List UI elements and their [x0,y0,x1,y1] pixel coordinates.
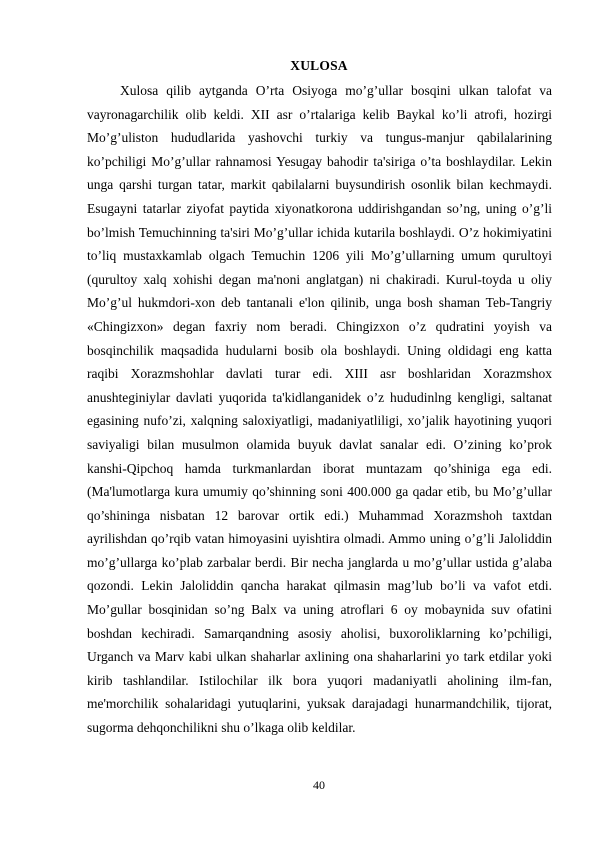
body-paragraph: Xulosa qilib aytganda O’rta Osiyoga mo’g’ullar bosqini ulkan talofat va vayronagarchilik olib keldi. XII asr o’rtalariga kelib Baykal ko’li atrofi, hozirgi Mo’g’uliston hududlarida yashovchi turkiy va tungus-manjur qabilalarining ko’pchiligi Mo’g’ullar rahnamosi Yesugay bahodir ta'siriga o’ta boshlaydilar. Lekin unga qarshi turgan tatar, markit qabilalarni buysundirish osonlik bilan kechmaydi. Esugayni tatarlar ziyofat paytida xiyonatkorona uddirishgandan so’ng, uning o’g’li bo’lmish Temuchinning ta'siri Mo’g’ullar ichida kutarila boshlaydi. O’z hokimiyatini to’liq mustaxkamlab olgach Temuchin 1206 yili Mo’g’ullarning umum qurultoyi (qurultoy xalq xohishi degan ma'noni anglatgan) ni chakiradi. Kurul-toyda u oliy Mo’g’ul hukmdori-xon deb tantanali e'lon qilinib, unga bosh shaman Teb-Tangriy «Chingizxon» degan faxriy nom beradi. Chingizxon o’z qudratini yoyish va bosqinchilik maqsadida hudularni bosib ola boshlaydi. Uning oldidagi eng katta raqibi Xorazmshohlar davlati turar edi. XIII asr boshlaridan Xorazmshox anushteginiylar davlati yuqorida ta'kidlanganidek o’z hududinlng kengligi, saltanat egasining nufo’zi, xalqning saloxiyatligi, madaniyatliligi, xo’jalik hayotining yuqori saviyaligi bilan musulmon olamida buyuk davlat sanalar edi. O’zining ko’prok kanshi-Qipchoq hamda turkmanlardan iborat muntazam qo’shiniga ega edi. (Ma'lumotlarga kura umumiy qo’shinning soni 400.000 ga qadar etib, bu Mo’g’ullar qo’shininga nisbatan 12 barovar ortik edi.) Muhammad Xorazmshoh taxtdan ayrilishdan qo’rqib vatan himoyasini uyishtira olmadi. Ammo uning o’g’li Jaloliddin mo’g’ullarga ko’plab zarbalar berdi. Bir necha janglarda u mo’g’ullar ustida g’alaba qozondi. Lekin Jaloliddin qancha harakat qilmasin mag’lub bo’li va vafot etdi. Mo’gullar bosqinidan so’ng Balx va uning atroflari 6 oy mobaynida suv ofatini boshdan kechiradi. Samarqandning asosiy aholisi, buxoroliklarning ko’pchiligi, Urganch va Marv kabi ulkan shaharlar axlining ona shaharlarini yo tark etdilar yoki kirib tashlandilar. Istilochilar ilk bora yuqori madaniyatli aholining ilm-fan, me'morchilik sohalaridagi yutuqlarini, yuksak darajadagi hunarmandchilik, tijorat, sugorma dehqonchilikni shu o’lkaga olib keldilar. [87,83,552,736]
page-title: XULOSA [290,58,348,73]
page-number: 40 [313,778,325,792]
